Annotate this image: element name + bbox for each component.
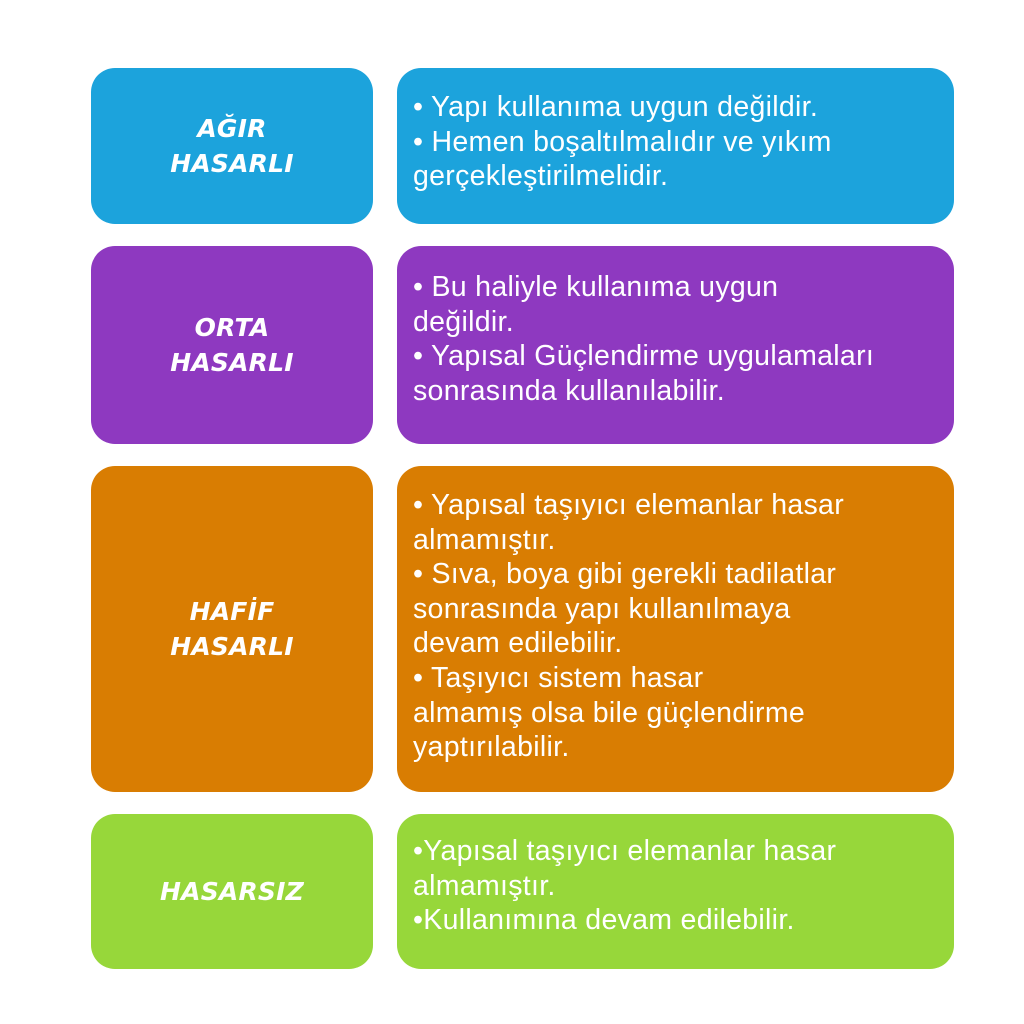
label-line: HASARLI: [170, 632, 294, 661]
category-row-agir-hasarli: [91, 68, 954, 224]
label-box-orta-hasarli: [91, 246, 373, 444]
description-box-orta-hasarli: [397, 246, 954, 444]
description-line: gerçekleştirilmelidir.: [413, 160, 669, 193]
description-line: • Bu haliyle kullanıma uygun: [413, 271, 779, 303]
description-box-hafif-hasarli: [397, 466, 954, 792]
label-line: AĞIR: [197, 114, 267, 143]
description-line: yaptırılabilir.: [413, 731, 570, 764]
category-label: [170, 594, 294, 664]
category-label: [170, 310, 294, 380]
description-line: •Kullanımına devam edilebilir.: [413, 904, 795, 937]
category-row-hasarsiz: [91, 814, 954, 969]
description-line: sonrasında kullanılabilir.: [413, 374, 725, 407]
description-line: almamış olsa bile güçlendirme: [413, 696, 806, 729]
label-line: HASARLI: [170, 348, 294, 377]
description-line: • Yapısal taşıyıcı elemanlar hasar: [413, 489, 844, 521]
label-line: HAFİF: [189, 597, 275, 626]
category-label: [160, 874, 304, 909]
description-line: • Yapı kullanıma uygun değildir.: [413, 91, 819, 123]
description-line: sonrasında yapı kullanılmaya: [413, 592, 791, 625]
description-line: almamıştır.: [413, 869, 556, 902]
label-box-hasarsiz: [91, 814, 373, 969]
label-line: HASARLI: [170, 149, 294, 178]
label-box-hafif-hasarli: [91, 466, 373, 792]
description-line: • Yapısal Güçlendirme uygulamaları: [413, 340, 875, 373]
description-line: • Hemen boşaltılmalıdır ve yıkım: [413, 125, 832, 158]
description-line: almamıştır.: [413, 523, 556, 556]
description-line: değildir.: [413, 305, 514, 338]
description-line: • Sıva, boya gibi gerekli tadilatlar: [413, 558, 837, 591]
description-line: • Taşıyıcı sistem hasar: [413, 661, 704, 694]
category-row-hafif-hasarli: [91, 466, 954, 792]
description-box-agir-hasarli: [397, 68, 954, 224]
description-box-hasarsiz: [397, 814, 954, 969]
label-line: ORTA: [194, 313, 270, 342]
description-line: •Yapısal taşıyıcı elemanlar hasar: [413, 835, 837, 867]
description-line: devam edilebilir.: [413, 627, 623, 660]
label-line: HASARSIZ: [160, 877, 304, 906]
category-row-orta-hasarli: [91, 246, 954, 444]
label-box-agir-hasarli: [91, 68, 373, 224]
category-label: [170, 111, 294, 181]
